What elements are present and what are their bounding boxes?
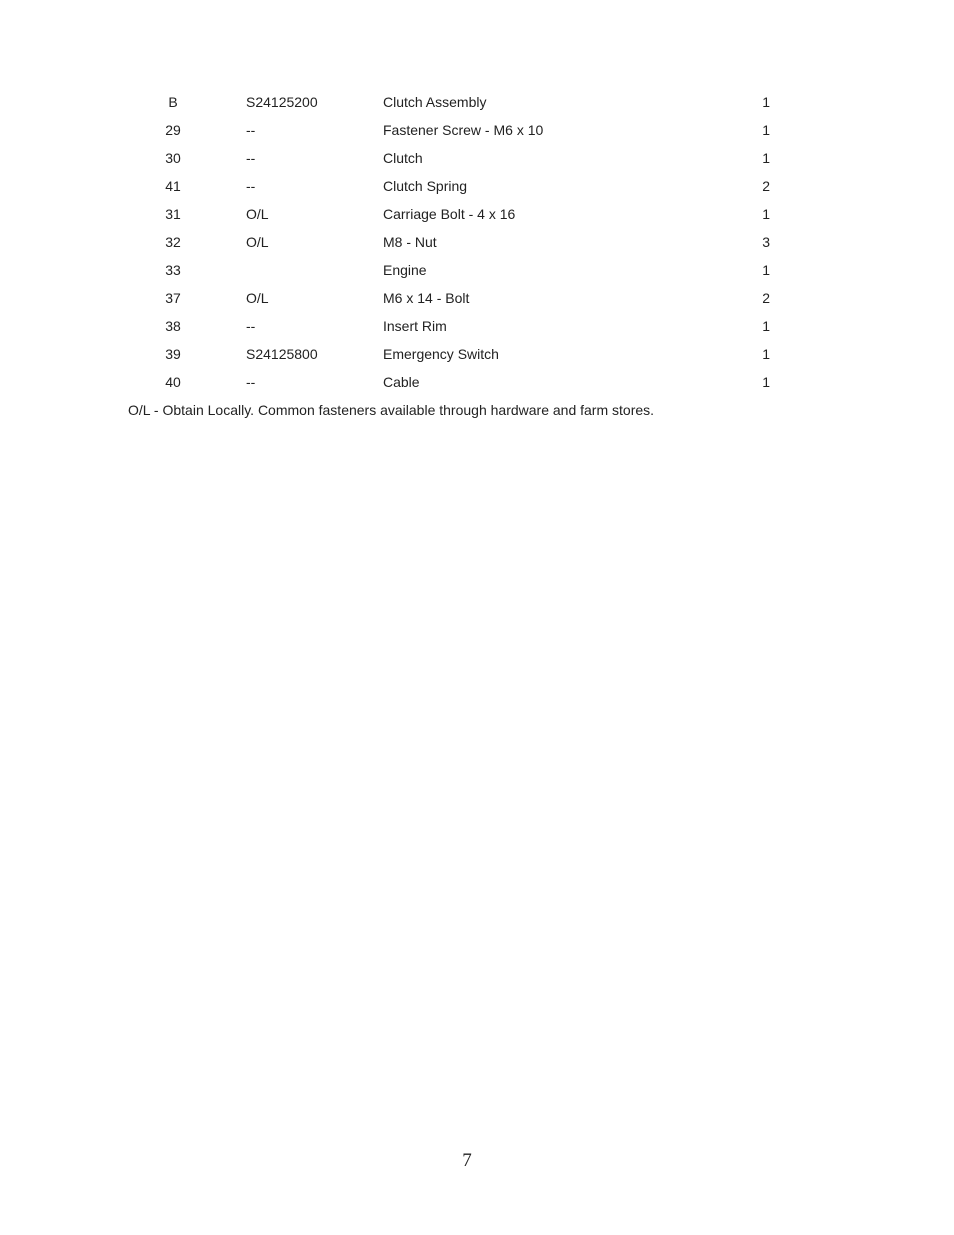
part-description: M6 x 14 - Bolt (383, 290, 470, 306)
ref-number: 40 (165, 374, 181, 390)
part-description: Cable (383, 374, 420, 390)
part-number: -- (246, 178, 256, 194)
part-quantity: 1 (762, 94, 770, 110)
part-quantity: 1 (762, 122, 770, 138)
part-number: S24125200 (246, 94, 318, 110)
part-quantity: 1 (762, 346, 770, 362)
ref-number: 32 (165, 234, 181, 250)
ref-number: 31 (165, 206, 181, 222)
part-description: Clutch Assembly (383, 94, 487, 110)
part-number: -- (246, 150, 256, 166)
part-number: O/L (246, 234, 269, 250)
part-description: Carriage Bolt - 4 x 16 (383, 206, 516, 222)
table-row (0, 340, 954, 368)
part-quantity: 2 (762, 178, 770, 194)
part-quantity: 1 (762, 206, 770, 222)
part-number: O/L (246, 290, 269, 306)
part-quantity: 1 (762, 262, 770, 278)
part-number: -- (246, 122, 256, 138)
table-row (0, 116, 954, 144)
table-row (0, 228, 954, 256)
ref-number: B (168, 94, 178, 110)
part-number: -- (246, 318, 256, 334)
ref-number: 37 (165, 290, 181, 306)
ref-number: 29 (165, 122, 181, 138)
part-description: Insert Rim (383, 318, 447, 334)
part-description: Fastener Screw - M6 x 10 (383, 122, 544, 138)
part-number: -- (246, 374, 256, 390)
part-quantity: 1 (762, 150, 770, 166)
parts-table (0, 88, 954, 396)
table-row (0, 368, 954, 396)
ref-number: 41 (165, 178, 181, 194)
part-description: Clutch Spring (383, 178, 468, 194)
table-row (0, 256, 954, 284)
ref-number: 30 (165, 150, 181, 166)
part-description: M8 - Nut (383, 234, 437, 250)
part-number: O/L (246, 206, 269, 222)
ref-number: 39 (165, 346, 181, 362)
ref-number: 33 (165, 262, 181, 278)
table-row (0, 200, 954, 228)
table-row (0, 172, 954, 200)
part-quantity: 2 (762, 290, 770, 306)
part-number: S24125800 (246, 346, 318, 362)
part-description: Clutch (383, 150, 423, 166)
part-quantity: 3 (762, 234, 770, 250)
part-description: Emergency Switch (383, 346, 499, 362)
part-quantity: 1 (762, 374, 770, 390)
table-row (0, 312, 954, 340)
table-row (0, 88, 954, 116)
part-quantity: 1 (762, 318, 770, 334)
table-row (0, 284, 954, 312)
ref-number: 38 (165, 318, 181, 334)
page-number: 7 (462, 1150, 472, 1171)
part-description: Engine (383, 262, 427, 278)
footnote: O/L - Obtain Locally. Common fasteners available through hardware and farm stores. (128, 402, 655, 418)
table-row (0, 144, 954, 172)
